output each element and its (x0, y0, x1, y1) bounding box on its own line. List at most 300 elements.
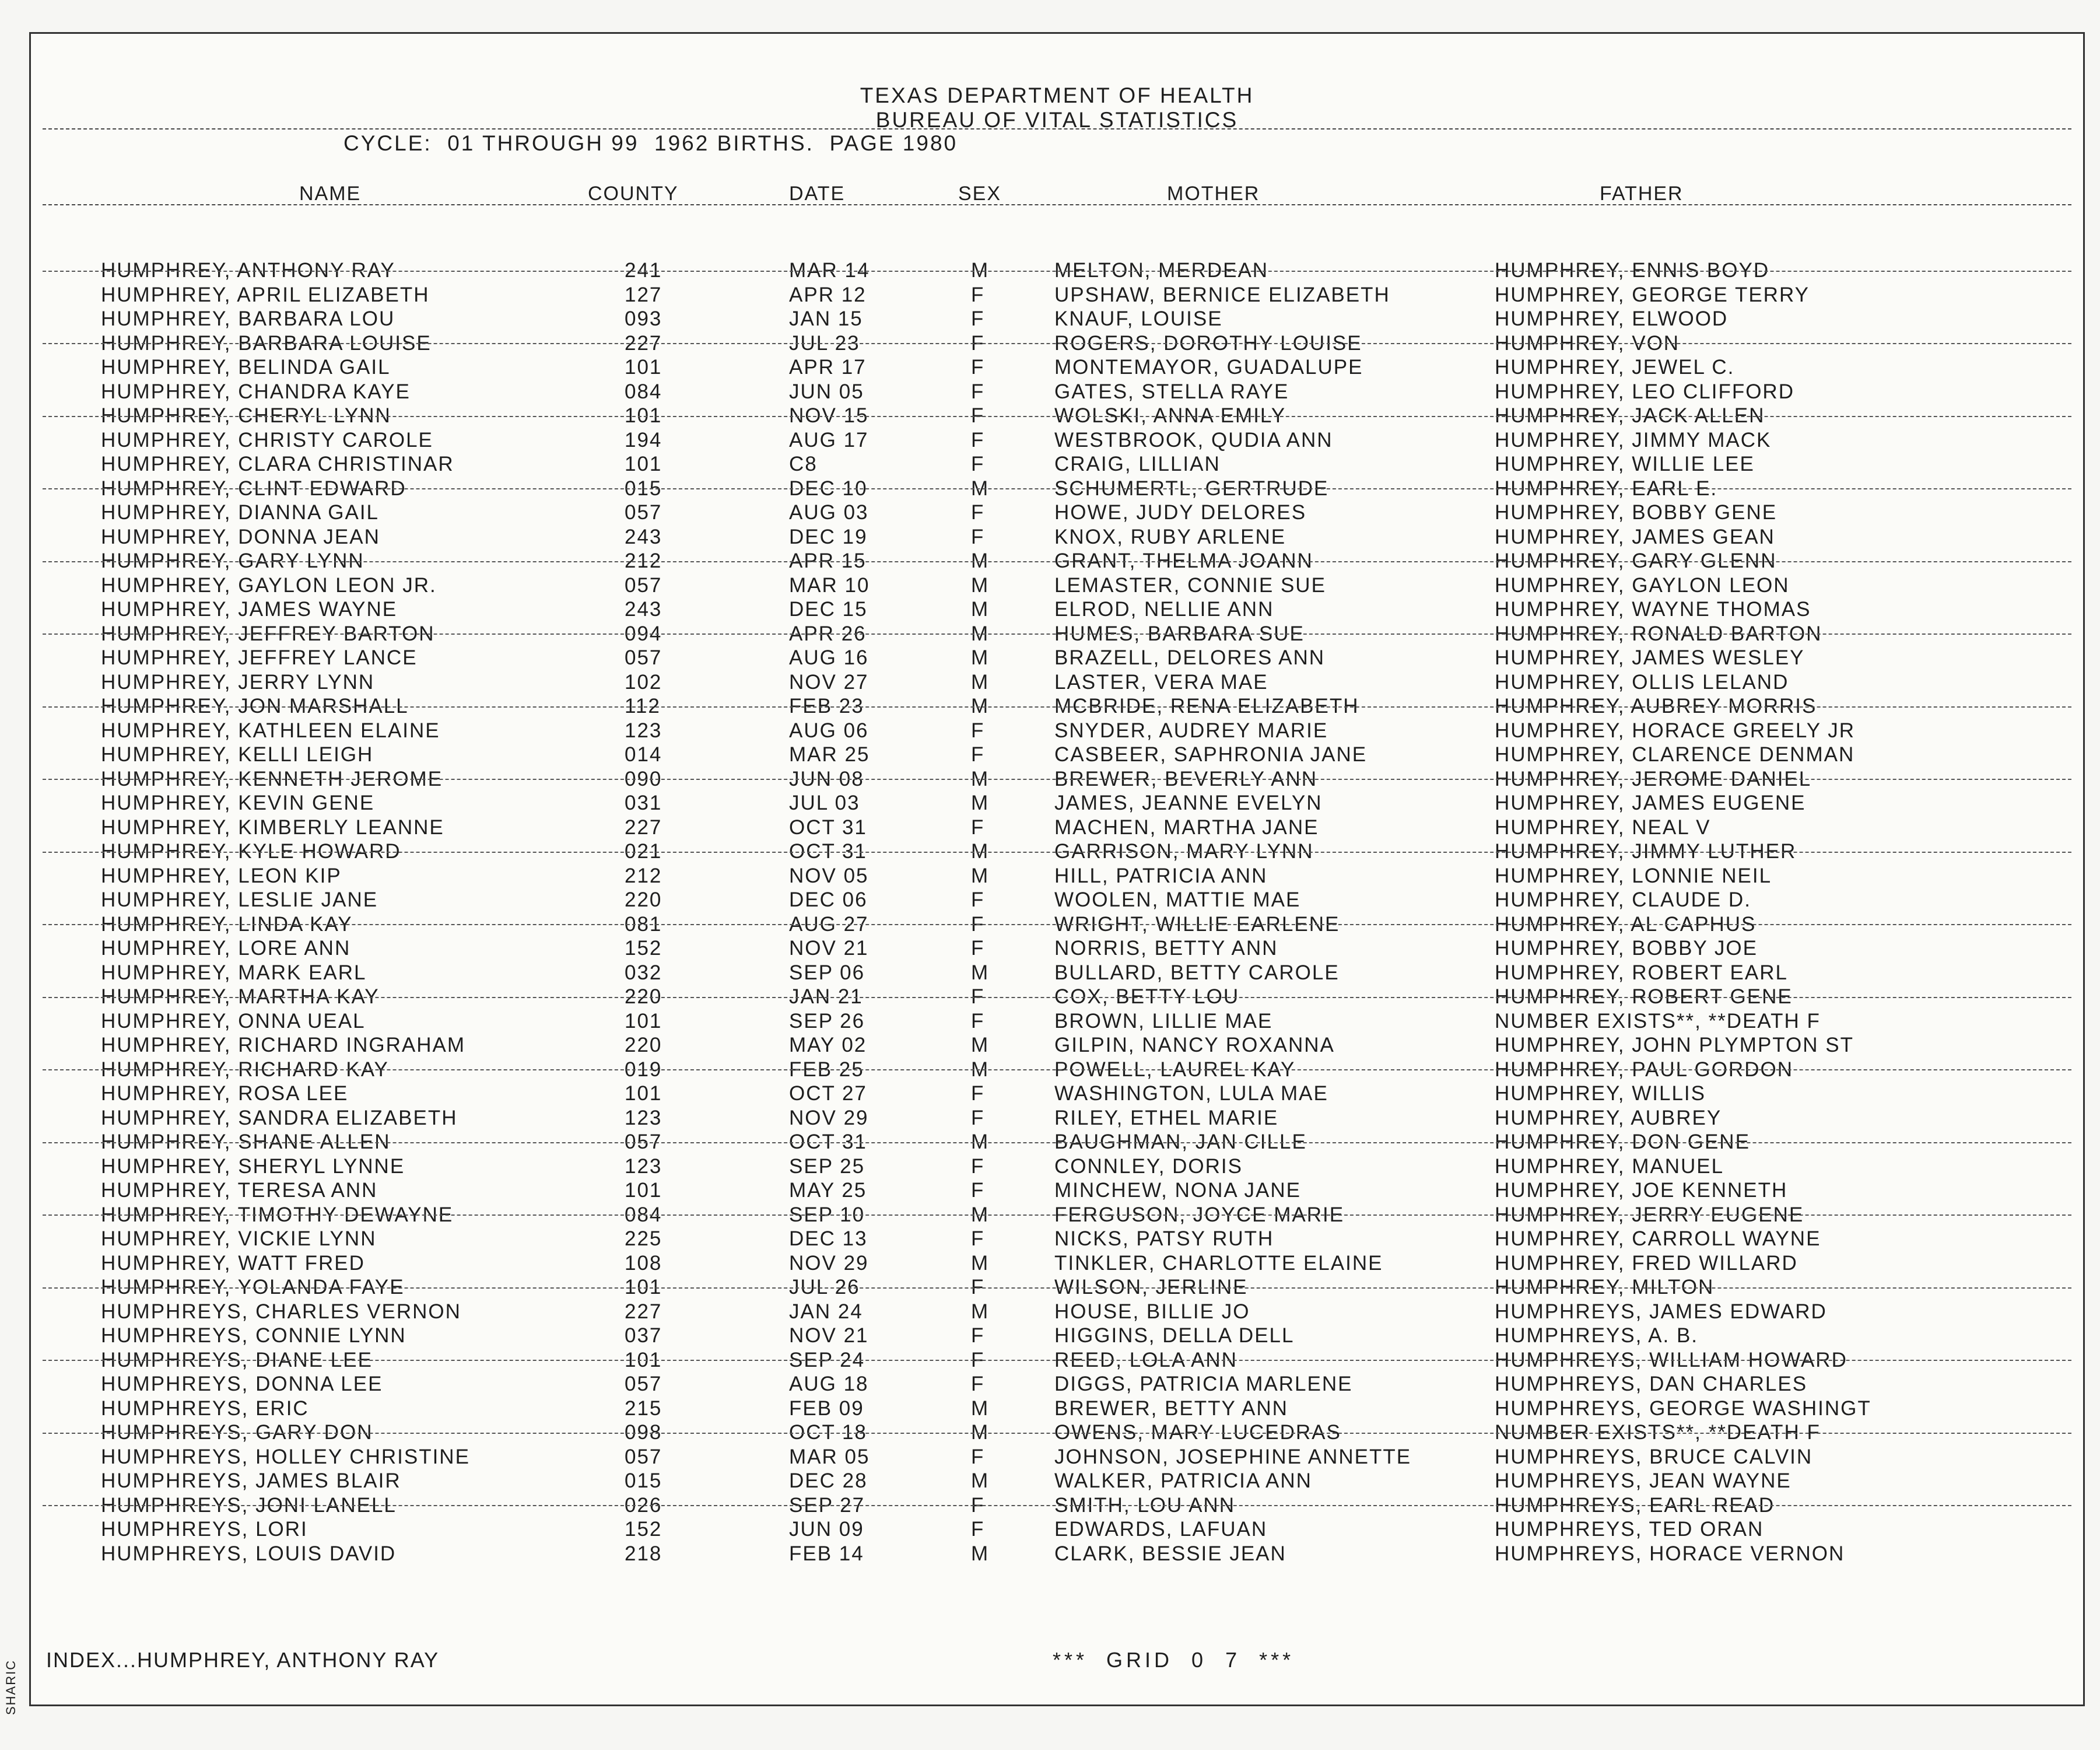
cell-mother: ELROD, NELLIE ANN (1054, 598, 1274, 621)
table-row (31, 380, 2083, 404)
cell-father: HUMPHREY, JOHN PLYMPTON ST (1495, 1034, 1854, 1056)
cell-date: JUL 23 (789, 331, 860, 355)
cell-county: 152 (625, 937, 662, 960)
cell-mother: RILEY, ETHEL MARIE (1054, 1106, 1279, 1129)
cell-date: JUN 09 (789, 1518, 864, 1541)
col-head-county: COUNTY (588, 183, 679, 205)
cell-date: FEB 09 (789, 1396, 864, 1420)
cell-date: MAR 14 (789, 259, 870, 282)
cell-father: HUMPHREY, AL CAPHUS (1495, 912, 1757, 936)
cell-name: HUMPHREY, BARBARA LOUISE (101, 331, 432, 355)
cell-name: HUMPHREY, TIMOTHY DEWAYNE (101, 1203, 454, 1226)
cell-name: HUMPHREY, CHERYL LYNN (101, 404, 391, 427)
cell-father: HUMPHREYS, HORACE VERNON (1495, 1542, 1845, 1565)
cell-father: HUMPHREY, ELWOOD (1495, 307, 1729, 330)
table-row (31, 791, 2083, 816)
cell-date: JAN 21 (789, 985, 863, 1008)
cell-county: 101 (625, 1276, 662, 1298)
agency-title: TEXAS DEPARTMENT OF HEALTH (860, 83, 1254, 107)
cell-sex: M (971, 1130, 990, 1153)
table-row (31, 1275, 2083, 1300)
cell-date: DEC 19 (789, 525, 868, 548)
cell-date: AUG 06 (789, 719, 869, 742)
cell-mother: HILL, PATRICIA ANN (1054, 864, 1268, 887)
cell-sex: F (971, 1324, 985, 1347)
cell-father: HUMPHREY, JACK ALLEN (1495, 404, 1765, 427)
cell-father: HUMPHREY, BOBBY JOE (1495, 937, 1758, 960)
cell-mother: WOLSKI, ANNA EMILY (1054, 404, 1286, 427)
cell-county: 220 (625, 888, 662, 911)
cell-sex: F (971, 283, 985, 306)
cell-county: 057 (625, 501, 662, 524)
table-row (31, 767, 2083, 792)
cell-mother: NORRIS, BETTY ANN (1054, 937, 1278, 960)
cell-sex: F (971, 1518, 985, 1541)
cell-date: OCT 31 (789, 816, 867, 839)
cell-father: NUMBER EXISTS**, **DEATH F (1495, 1421, 1821, 1444)
cell-date: NOV 29 (789, 1251, 869, 1275)
cell-date: JUN 05 (789, 380, 864, 403)
cell-father: HUMPHREY, WILLIS (1495, 1082, 1706, 1105)
cell-father: HUMPHREY, VON (1495, 331, 1680, 355)
footer-grid: *** GRID 0 7 *** (1053, 1648, 1295, 1672)
table-row (31, 452, 2083, 477)
cell-mother: GRANT, THELMA JOANN (1054, 550, 1313, 572)
cell-sex: F (971, 453, 985, 475)
cell-county: 243 (625, 598, 662, 621)
cell-father: HUMPHREY, LEO CLIFFORD (1495, 380, 1794, 403)
cell-sex: F (971, 428, 985, 452)
cell-father: HUMPHREY, JIMMY LUTHER (1495, 840, 1797, 863)
cell-sex: M (971, 961, 990, 984)
cell-sex: M (971, 259, 990, 282)
cell-county: 037 (625, 1324, 662, 1347)
cell-county: 026 (625, 1493, 662, 1517)
cell-father: HUMPHREYS, EARL READ (1495, 1493, 1775, 1517)
cell-name: HUMPHREYS, JONI LANELL (101, 1493, 397, 1517)
cell-mother: CLARK, BESSIE JEAN (1054, 1542, 1286, 1565)
cell-date: DEC 10 (789, 477, 868, 500)
cell-father: HUMPHREYS, DAN CHARLES (1495, 1373, 1808, 1395)
cell-sex: F (971, 380, 985, 403)
cell-sex: F (971, 937, 985, 960)
cell-father: HUMPHREY, ENNIS BOYD (1495, 259, 1770, 282)
cell-sex: F (971, 1106, 985, 1129)
cell-county: 015 (625, 477, 662, 500)
cell-sex: F (971, 1348, 985, 1371)
cell-name: HUMPHREYS, GARY DON (101, 1421, 373, 1444)
cell-date: OCT 27 (789, 1082, 867, 1105)
cell-name: HUMPHREYS, LORI (101, 1518, 308, 1541)
table-row (31, 1251, 2083, 1276)
document-sheet (29, 32, 2085, 1706)
cell-date: FEB 25 (789, 1058, 864, 1081)
cell-date: FEB 23 (789, 695, 864, 718)
table-row (31, 477, 2083, 501)
cell-name: HUMPHREY, GAYLON LEON JR. (101, 573, 437, 597)
cell-sex: F (971, 1373, 985, 1395)
cell-name: HUMPHREY, LORE ANN (101, 937, 351, 960)
cell-sex: F (971, 1009, 985, 1032)
cell-sex: F (971, 719, 985, 742)
table-row (31, 1420, 2083, 1445)
table-row (31, 839, 2083, 864)
cell-date: AUG 16 (789, 646, 869, 669)
cell-father: HUMPHREY, HORACE GREELY JR (1495, 719, 1855, 742)
cell-father: HUMPHREYS, A. B. (1495, 1324, 1699, 1347)
cell-mother: MELTON, MERDEAN (1054, 259, 1269, 282)
table-row (31, 985, 2083, 1009)
cell-name: HUMPHREY, KEVIN GENE (101, 792, 375, 814)
cell-mother: FERGUSON, JOYCE MARIE (1054, 1203, 1345, 1226)
cell-mother: BAUGHMAN, JAN CILLE (1054, 1130, 1307, 1153)
cell-mother: MONTEMAYOR, GUADALUPE (1054, 356, 1363, 379)
cell-father: HUMPHREY, WILLIE LEE (1495, 453, 1755, 475)
cell-mother: KNAUF, LOUISE (1054, 307, 1223, 330)
cell-name: HUMPHREY, JEFFREY LANCE (101, 646, 418, 669)
table-row (31, 258, 2083, 283)
cell-name: HUMPHREY, KATHLEEN ELAINE (101, 719, 440, 742)
cell-mother: JOHNSON, JOSEPHINE ANNETTE (1054, 1445, 1412, 1468)
cell-father: HUMPHREYS, JAMES EDWARD (1495, 1300, 1827, 1323)
cell-county: 220 (625, 985, 662, 1008)
table-row (31, 404, 2083, 428)
cell-sex: M (971, 573, 990, 597)
cell-date: APR 26 (789, 622, 867, 645)
cell-mother: REED, LOLA ANN (1054, 1348, 1237, 1371)
cell-name: HUMPHREY, RICHARD KAY (101, 1058, 389, 1081)
cell-sex: F (971, 1154, 985, 1178)
cell-county: 090 (625, 767, 662, 790)
cell-name: HUMPHREY, DIANNA GAIL (101, 501, 380, 524)
cell-sex: M (971, 1469, 990, 1492)
cell-father: HUMPHREY, CLAUDE D. (1495, 888, 1751, 911)
cell-name: HUMPHREY, KIMBERLY LEANNE (101, 816, 444, 839)
cell-sex: F (971, 1445, 985, 1468)
cell-father: HUMPHREY, JEWEL C. (1495, 356, 1735, 379)
cell-date: DEC 06 (789, 888, 868, 911)
cell-date: SEP 27 (789, 1493, 865, 1517)
cell-father: HUMPHREY, MANUEL (1495, 1154, 1724, 1178)
cell-name: HUMPHREY, VICKIE LYNN (101, 1227, 377, 1250)
cell-name: HUMPHREY, KELLI LEIGH (101, 743, 374, 766)
cell-date: C8 (789, 453, 818, 475)
cell-county: 015 (625, 1469, 662, 1492)
cell-name: HUMPHREY, KYLE HOWARD (101, 840, 401, 863)
cell-date: NOV 29 (789, 1106, 869, 1129)
cell-name: HUMPHREY, CLARA CHRISTINAR (101, 453, 454, 475)
cell-date: NOV 21 (789, 937, 869, 960)
table-row (31, 1348, 2083, 1373)
cell-sex: M (971, 477, 990, 500)
cell-county: 084 (625, 380, 662, 403)
cell-county: 081 (625, 912, 662, 936)
cell-mother: LASTER, VERA MAE (1054, 670, 1268, 694)
cell-date: DEC 15 (789, 598, 868, 621)
cell-name: HUMPHREY, LESLIE JANE (101, 888, 378, 911)
cell-father: HUMPHREY, DON GENE (1495, 1130, 1750, 1153)
cell-sex: M (971, 1542, 990, 1565)
cell-county: 123 (625, 1154, 662, 1178)
cell-sex: F (971, 985, 985, 1008)
cell-mother: POWELL, LAUREL KAY (1054, 1058, 1296, 1081)
cell-name: HUMPHREYS, DONNA LEE (101, 1373, 383, 1395)
table-row (31, 670, 2083, 695)
cell-name: HUMPHREY, DONNA JEAN (101, 525, 380, 548)
cell-sex: M (971, 550, 990, 572)
cell-sex: F (971, 331, 985, 355)
cell-mother: JAMES, JEANNE EVELYN (1054, 792, 1323, 814)
cell-sex: M (971, 1396, 990, 1420)
table-row (31, 1154, 2083, 1179)
cell-father: HUMPHREY, NEAL V (1495, 816, 1711, 839)
cell-name: HUMPHREYS, CONNIE LYNN (101, 1324, 406, 1347)
cell-date: AUG 17 (789, 428, 869, 452)
cell-mother: ROGERS, DOROTHY LOUISE (1054, 331, 1362, 355)
cell-mother: HOUSE, BILLIE JO (1054, 1300, 1250, 1323)
cell-date: AUG 27 (789, 912, 869, 936)
table-row (31, 719, 2083, 743)
cell-mother: UPSHAW, BERNICE ELIZABETH (1054, 283, 1390, 306)
cell-name: HUMPHREY, BARBARA LOU (101, 307, 395, 330)
cell-sex: F (971, 743, 985, 766)
cell-mother: WASHINGTON, LULA MAE (1054, 1082, 1328, 1105)
table-row (31, 501, 2083, 525)
cycle-line: CYCLE: 01 THROUGH 99 1962 BIRTHS. PAGE 1980 (343, 131, 958, 155)
table-row (31, 1300, 2083, 1324)
table-row (31, 1203, 2083, 1227)
cell-sex: M (971, 792, 990, 814)
cell-name: HUMPHREY, RICHARD INGRAHAM (101, 1034, 466, 1056)
cell-sex: M (971, 646, 990, 669)
cell-father: HUMPHREYS, WILLIAM HOWARD (1495, 1348, 1847, 1371)
table-row (31, 355, 2083, 380)
cell-county: 094 (625, 622, 662, 645)
cell-father: HUMPHREY, CARROLL WAYNE (1495, 1227, 1821, 1250)
cell-sex: M (971, 598, 990, 621)
cell-sex: F (971, 1082, 985, 1105)
cell-mother: BREWER, BEVERLY ANN (1054, 767, 1317, 790)
table-row (31, 428, 2083, 453)
cell-mother: KNOX, RUBY ARLENE (1054, 525, 1286, 548)
cell-county: 227 (625, 331, 662, 355)
cell-name: HUMPHREY, JAMES WAYNE (101, 598, 398, 621)
cell-date: NOV 15 (789, 404, 869, 427)
cell-date: SEP 06 (789, 961, 865, 984)
cell-date: JUL 03 (789, 792, 860, 814)
cell-name: HUMPHREY, GARY LYNN (101, 550, 364, 572)
cell-father: NUMBER EXISTS**, **DEATH F (1495, 1009, 1821, 1032)
table-row (31, 1493, 2083, 1518)
table-row (31, 597, 2083, 622)
cell-mother: BROWN, LILLIE MAE (1054, 1009, 1273, 1032)
col-head-date: DATE (789, 183, 846, 205)
cell-mother: NICKS, PATSY RUTH (1054, 1227, 1274, 1250)
cell-county: 014 (625, 743, 662, 766)
cell-sex: F (971, 1227, 985, 1250)
cell-date: SEP 26 (789, 1009, 865, 1032)
cell-name: HUMPHREY, ONNA UEAL (101, 1009, 366, 1032)
table-row (31, 1517, 2083, 1542)
cell-mother: GARRISON, MARY LYNN (1054, 840, 1314, 863)
cell-county: 057 (625, 573, 662, 597)
cell-father: HUMPHREYS, BRUCE CALVIN (1495, 1445, 1813, 1468)
cell-mother: COX, BETTY LOU (1054, 985, 1240, 1008)
cell-sex: M (971, 1421, 990, 1444)
cell-father: HUMPHREY, GEORGE TERRY (1495, 283, 1810, 306)
table-row (31, 525, 2083, 550)
cell-date: JUL 26 (789, 1276, 860, 1298)
cell-sex: F (971, 1493, 985, 1517)
cell-date: MAR 05 (789, 1445, 870, 1468)
cell-name: HUMPHREYS, CHARLES VERNON (101, 1300, 461, 1323)
table-row (31, 646, 2083, 670)
table-row (31, 888, 2083, 912)
cell-name: HUMPHREY, YOLANDA FAYE (101, 1276, 405, 1298)
cell-mother: CRAIG, LILLIAN (1054, 453, 1221, 475)
cell-county: 057 (625, 1373, 662, 1395)
cell-date: AUG 03 (789, 501, 869, 524)
cell-mother: CONNLEY, DORIS (1054, 1154, 1243, 1178)
cell-sex: F (971, 912, 985, 936)
cell-sex: M (971, 1058, 990, 1081)
cell-date: MAY 02 (789, 1034, 867, 1056)
cell-father: HUMPHREY, ROBERT EARL (1495, 961, 1788, 984)
table-row (31, 1542, 2083, 1566)
cell-county: 101 (625, 1009, 662, 1032)
cell-sex: M (971, 670, 990, 694)
cell-date: MAR 25 (789, 743, 870, 766)
cell-name: HUMPHREY, CHANDRA KAYE (101, 380, 411, 403)
col-head-father: FATHER (1600, 183, 1684, 205)
cell-father: HUMPHREY, OLLIS LELAND (1495, 670, 1789, 694)
cell-date: OCT 31 (789, 840, 867, 863)
cell-name: HUMPHREY, KENNETH JEROME (101, 767, 443, 790)
table-row (31, 549, 2083, 573)
table-row (31, 1372, 2083, 1396)
cell-mother: HOWE, JUDY DELORES (1054, 501, 1307, 524)
cell-date: NOV 21 (789, 1324, 869, 1347)
cell-father: HUMPHREY, GARY GLENN (1495, 550, 1777, 572)
table-row (31, 912, 2083, 937)
cell-father: HUMPHREY, RONALD BARTON (1495, 622, 1822, 645)
cell-sex: M (971, 1203, 990, 1226)
cell-date: MAR 10 (789, 573, 870, 597)
cell-father: HUMPHREY, JIMMY MACK (1495, 428, 1772, 452)
cell-date: SEP 24 (789, 1348, 865, 1371)
cell-mother: WALKER, PATRICIA ANN (1054, 1469, 1312, 1492)
table-row (31, 1469, 2083, 1493)
cell-father: HUMPHREY, WAYNE THOMAS (1495, 598, 1811, 621)
cell-county: 031 (625, 792, 662, 814)
cell-sex: M (971, 767, 990, 790)
table-row (31, 1445, 2083, 1469)
cell-date: JAN 15 (789, 307, 863, 330)
cell-name: HUMPHREY, WATT FRED (101, 1251, 365, 1275)
cell-county: 032 (625, 961, 662, 984)
cell-mother: MACHEN, MARTHA JANE (1054, 816, 1319, 839)
cell-mother: SNYDER, AUDREY MARIE (1054, 719, 1328, 742)
cell-county: 241 (625, 259, 662, 282)
cell-county: 019 (625, 1058, 662, 1081)
table-row (31, 283, 2083, 307)
col-head-sex: SEX (958, 183, 1002, 205)
cell-name: HUMPHREY, JEFFREY BARTON (101, 622, 435, 645)
cell-date: OCT 31 (789, 1130, 867, 1153)
cell-date: OCT 18 (789, 1421, 867, 1444)
table-row (31, 743, 2083, 767)
cell-county: 101 (625, 404, 662, 427)
cell-county: 127 (625, 283, 662, 306)
cell-father: HUMPHREYS, TED ORAN (1495, 1518, 1764, 1541)
cell-county: 108 (625, 1251, 662, 1275)
table-row (31, 1227, 2083, 1251)
cell-county: 021 (625, 840, 662, 863)
table-row (31, 694, 2083, 719)
cell-county: 101 (625, 356, 662, 379)
cell-county: 212 (625, 864, 662, 887)
cell-county: 212 (625, 550, 662, 572)
cell-county: 101 (625, 1179, 662, 1202)
cell-county: 101 (625, 1082, 662, 1105)
cell-name: HUMPHREY, ROSA LEE (101, 1082, 349, 1105)
cell-father: HUMPHREY, FRED WILLARD (1495, 1251, 1798, 1275)
footer-index: INDEX...HUMPHREY, ANTHONY RAY (46, 1648, 440, 1672)
cell-mother: WOOLEN, MATTIE MAE (1054, 888, 1301, 911)
cell-father: HUMPHREYS, GEORGE WASHINGT (1495, 1396, 1871, 1420)
cell-county: 227 (625, 1300, 662, 1323)
cell-mother: EDWARDS, LAFUAN (1054, 1518, 1268, 1541)
cell-date: SEP 10 (789, 1203, 865, 1226)
table-row (31, 1396, 2083, 1421)
cell-father: HUMPHREY, JAMES EUGENE (1495, 792, 1806, 814)
cell-mother: GATES, STELLA RAYE (1054, 380, 1289, 403)
table-row (31, 1106, 2083, 1130)
cell-mother: DIGGS, PATRICIA MARLENE (1054, 1373, 1353, 1395)
table-row (31, 1009, 2083, 1034)
cell-date: SEP 25 (789, 1154, 865, 1178)
cell-father: HUMPHREY, CLARENCE DENMAN (1495, 743, 1855, 766)
cell-mother: WILSON, JERLINE (1054, 1276, 1248, 1298)
cell-name: HUMPHREY, CHRISTY CAROLE (101, 428, 433, 452)
cell-father: HUMPHREY, JERRY EUGENE (1495, 1203, 1804, 1226)
cell-name: HUMPHREYS, DIANE LEE (101, 1348, 373, 1371)
cell-mother: SCHUMERTL, GERTRUDE (1054, 477, 1329, 500)
cell-date: APR 12 (789, 283, 867, 306)
cell-county: 123 (625, 1106, 662, 1129)
cell-sex: M (971, 864, 990, 887)
table-row (31, 1324, 2083, 1348)
cell-name: HUMPHREYS, JAMES BLAIR (101, 1469, 401, 1492)
cell-name: HUMPHREY, LEON KIP (101, 864, 342, 887)
cell-county: 101 (625, 453, 662, 475)
cell-county: 057 (625, 1130, 662, 1153)
side-mark: SHARIC (3, 1659, 18, 1715)
table-row (31, 961, 2083, 985)
cell-sex: F (971, 404, 985, 427)
cell-sex: M (971, 1251, 990, 1275)
cell-sex: F (971, 307, 985, 330)
col-head-mother: MOTHER (1167, 183, 1260, 205)
cell-father: HUMPHREY, PAUL GORDON (1495, 1058, 1793, 1081)
cell-date: NOV 27 (789, 670, 869, 694)
cell-name: HUMPHREY, SHANE ALLEN (101, 1130, 391, 1153)
cell-name: HUMPHREY, TERESA ANN (101, 1179, 378, 1202)
cell-father: HUMPHREY, AUBREY MORRIS (1495, 695, 1817, 718)
cell-county: 057 (625, 1445, 662, 1468)
table-row (31, 1082, 2083, 1106)
cell-mother: CASBEER, SAPHRONIA JANE (1054, 743, 1368, 766)
